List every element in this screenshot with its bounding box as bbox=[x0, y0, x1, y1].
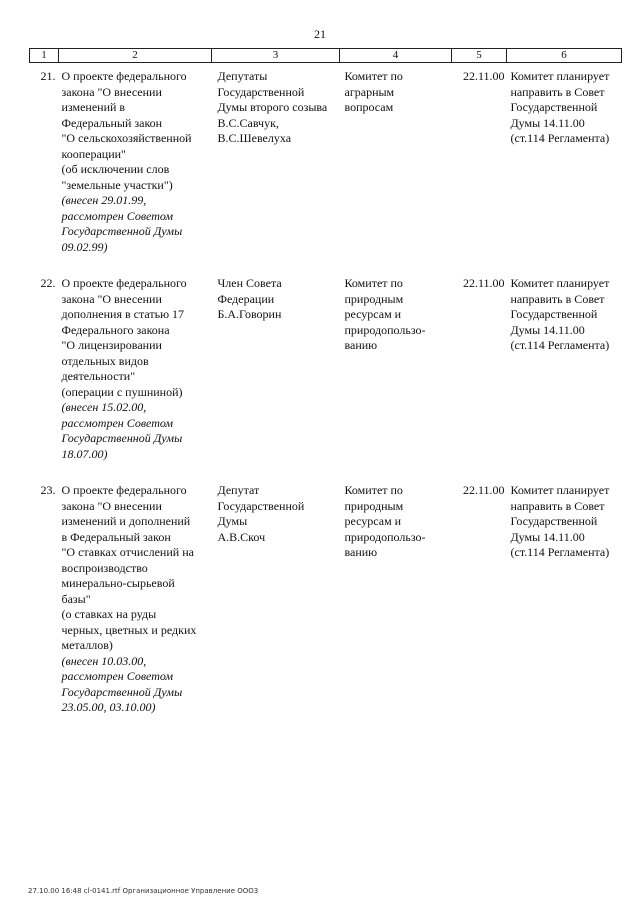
bill-title-line: закона "О внесении bbox=[61, 84, 162, 99]
committee-line: природопользо- bbox=[344, 322, 426, 337]
item-number: 23. bbox=[40, 483, 56, 497]
bill-title-line: деятельности" bbox=[61, 369, 136, 383]
committee-line: природопользо- bbox=[344, 529, 426, 544]
bill-title-line: закона "О внесении bbox=[61, 498, 162, 513]
bill-note-line: Государственной Думы bbox=[61, 224, 183, 238]
col-header: 2 bbox=[59, 49, 212, 63]
bill-title-line: в Федеральный закон bbox=[61, 529, 171, 544]
bill-title-line: дополнения в статью 17 bbox=[61, 307, 185, 321]
decision-line: Думы 14.11.00 bbox=[510, 529, 585, 544]
decision-line: направить в Совет bbox=[510, 84, 605, 99]
decision-cell bbox=[507, 276, 622, 462]
bill-note-line: рассмотрен Советом bbox=[61, 669, 174, 683]
col-header: 1 bbox=[30, 49, 59, 63]
bill-title-line: "О сельскохозяйственной bbox=[61, 131, 192, 145]
table-row bbox=[30, 483, 622, 716]
committee-line: Комитет по bbox=[344, 276, 403, 290]
print-footer: 27.10.00 16:48 cl-0141.rtf Организационное Управление ООО3 bbox=[28, 887, 259, 895]
bill-note-line: Государственной Думы bbox=[61, 684, 183, 699]
committee-cell bbox=[340, 69, 452, 255]
committee-cell bbox=[340, 276, 452, 462]
table-row bbox=[30, 276, 622, 462]
item-number: 22. bbox=[40, 276, 56, 290]
bill-title-line: (операции с пушниной) bbox=[61, 384, 183, 399]
decision-cell bbox=[507, 483, 622, 716]
bill-title-line: черных, цветных и редких bbox=[61, 622, 197, 637]
bill-note-line: 09.02.99) bbox=[61, 239, 108, 254]
author-cell bbox=[212, 69, 340, 255]
decision-line: Комитет планирует bbox=[510, 69, 610, 83]
committee-line: природным bbox=[344, 498, 404, 513]
row-spacer bbox=[30, 255, 622, 276]
col-header: 4 bbox=[340, 49, 452, 63]
bill-note-line: (внесен 29.01.99, bbox=[61, 193, 147, 207]
bill-title-line: базы" bbox=[61, 591, 91, 606]
decision-line: (ст.114 Регламента) bbox=[510, 131, 610, 145]
author-line: В.С.Савчук, bbox=[217, 115, 279, 130]
author-line: В.С.Шевелуха bbox=[217, 131, 292, 145]
author-line: Б.А.Говорин bbox=[217, 307, 282, 321]
committee-line: ванию bbox=[344, 545, 378, 559]
bill-note-line: рассмотрен Советом bbox=[61, 208, 174, 223]
committee-line: природным bbox=[344, 291, 404, 306]
author-line: Государственной bbox=[217, 84, 305, 99]
decision-line: Думы 14.11.00 bbox=[510, 322, 585, 337]
decision-line: (ст.114 Регламента) bbox=[510, 338, 610, 352]
author-line: Думы bbox=[217, 514, 248, 528]
decision-line: направить в Совет bbox=[510, 291, 605, 306]
committee-line: ванию bbox=[344, 338, 378, 352]
bill-title-line: (о ставках на руды bbox=[61, 607, 157, 621]
spacer-cell bbox=[30, 462, 622, 483]
decision-line: (ст.114 Регламента) bbox=[510, 545, 610, 559]
col-header: 6 bbox=[507, 49, 622, 63]
committee-line: Комитет по bbox=[344, 483, 403, 497]
decision-line: Государственной bbox=[510, 514, 598, 528]
column-number-header bbox=[30, 49, 622, 63]
decision-line: Комитет планирует bbox=[510, 276, 610, 290]
committee-line: вопросам bbox=[344, 100, 394, 114]
committee-line: ресурсам и bbox=[344, 307, 402, 321]
author-line: Думы второго созыва bbox=[217, 100, 328, 114]
bill-title-line: отдельных видов bbox=[61, 353, 149, 368]
author-line: Государственной bbox=[217, 498, 305, 513]
committee-line: ресурсам и bbox=[344, 514, 402, 528]
bill-note-line: (внесен 15.02.00, bbox=[61, 400, 147, 414]
spacer-cell bbox=[30, 255, 622, 276]
bill-note-line: 18.07.00) bbox=[61, 446, 108, 461]
page-number: 21 bbox=[314, 27, 326, 41]
bill-title-line: металлов) bbox=[61, 638, 113, 652]
committee-line: аграрным bbox=[344, 84, 395, 99]
row-spacer bbox=[30, 462, 622, 483]
bill-title-line: изменений и дополнений bbox=[61, 514, 191, 528]
date-cell: 22.11.00 bbox=[462, 69, 505, 83]
decision-line: Государственной bbox=[510, 100, 598, 114]
author-cell bbox=[212, 276, 340, 462]
bill-title-line: Федерального закона bbox=[61, 322, 170, 337]
author-line: Депутат bbox=[217, 483, 260, 497]
decision-line: Государственной bbox=[510, 307, 598, 321]
bill-title-line: О проекте федерального bbox=[61, 69, 187, 83]
date-cell: 22.11.00 bbox=[462, 483, 505, 497]
decision-line: направить в Совет bbox=[510, 498, 605, 513]
bill-title-line: изменений в bbox=[61, 100, 126, 114]
bill-title-line: О проекте федерального bbox=[61, 483, 187, 497]
author-line: А.В.Скоч bbox=[217, 529, 266, 544]
bill-title-cell bbox=[59, 483, 212, 716]
committee-cell bbox=[340, 483, 452, 716]
bill-title-line: "О ставках отчислений на bbox=[61, 545, 194, 559]
bill-note-line: Государственной Думы bbox=[61, 431, 183, 445]
author-line: Федерации bbox=[217, 291, 275, 306]
bill-note-line: рассмотрен Советом bbox=[61, 415, 174, 430]
committee-line: Комитет по bbox=[344, 69, 403, 83]
col-header: 3 bbox=[212, 49, 340, 63]
bills-table bbox=[29, 48, 622, 716]
bill-title-line: (об исключении слов bbox=[61, 162, 170, 176]
decision-cell bbox=[507, 69, 622, 255]
bill-title-line: минерально-сырьевой bbox=[61, 576, 175, 590]
bill-title-cell bbox=[59, 276, 212, 462]
decision-line: Комитет планирует bbox=[510, 483, 610, 497]
author-line: Депутаты bbox=[217, 69, 268, 83]
bill-title-line: "земельные участки") bbox=[61, 177, 173, 192]
bill-title-line: закона "О внесении bbox=[61, 291, 162, 306]
table-row bbox=[30, 69, 622, 255]
decision-line: Думы 14.11.00 bbox=[510, 115, 585, 130]
bill-title-line: Федеральный закон bbox=[61, 115, 163, 130]
bill-title-line: "О лицензировании bbox=[61, 338, 162, 352]
bill-title-line: воспроизводство bbox=[61, 560, 148, 575]
bill-title-cell bbox=[59, 69, 212, 255]
author-line: Член Совета bbox=[217, 276, 282, 290]
bill-note-line: (внесен 10.03.00, bbox=[61, 653, 147, 668]
item-number: 21. bbox=[40, 69, 56, 83]
bill-note-line: 23.05.00, 03.10.00) bbox=[61, 700, 156, 714]
bill-title-line: кооперации" bbox=[61, 146, 126, 161]
bill-title-line: О проекте федерального bbox=[61, 276, 187, 290]
col-header: 5 bbox=[452, 49, 507, 63]
date-cell: 22.11.00 bbox=[462, 276, 505, 290]
author-cell bbox=[212, 483, 340, 716]
